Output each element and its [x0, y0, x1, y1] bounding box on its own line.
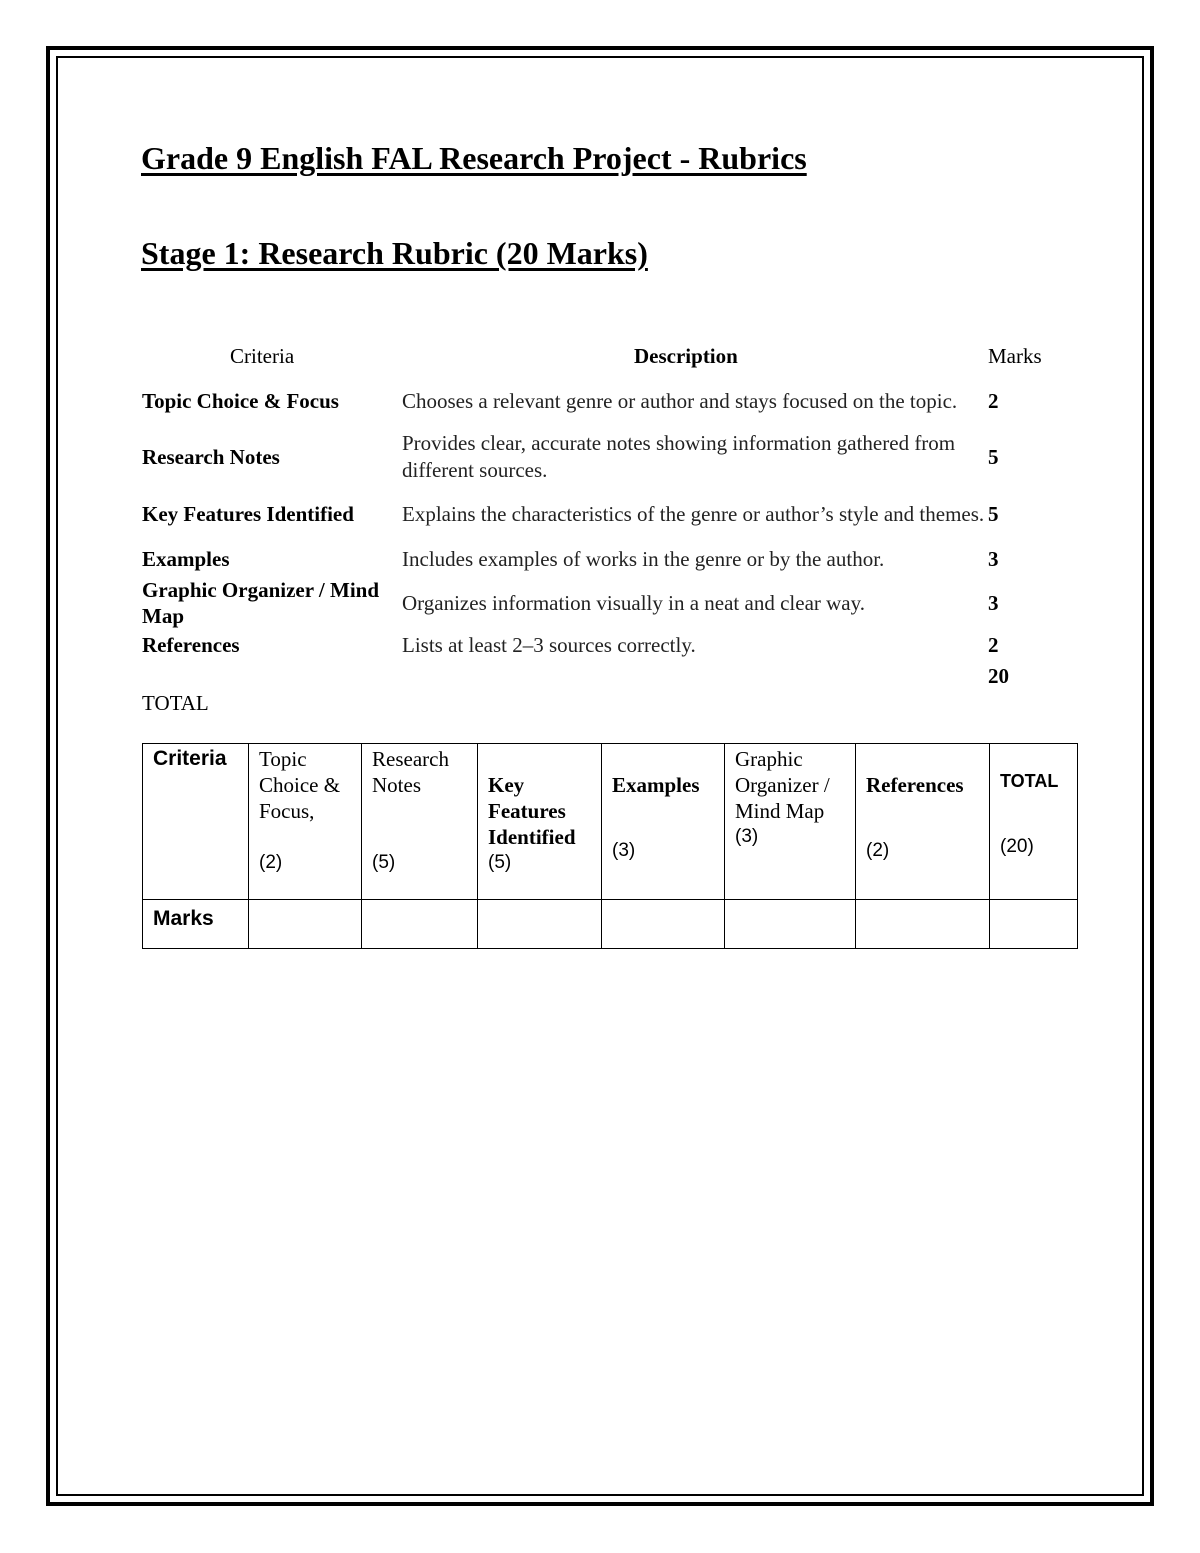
- column-label: Examples: [612, 773, 700, 797]
- column-points: (3): [735, 826, 759, 847]
- rubric-row-key-features: [142, 486, 1062, 542]
- stage-subtitle: Stage 1: Research Rubric (20 Marks): [141, 235, 648, 271]
- column-points: (5): [488, 852, 512, 873]
- column-label: TOTAL: [1000, 771, 1059, 791]
- rubric-criteria: Graphic Organizer / Mind Map: [142, 578, 380, 628]
- marks-cell-key-features[interactable]: [478, 900, 602, 949]
- document-title: Grade 9 English FAL Research Project - Rubrics: [141, 140, 807, 176]
- rubric-description: Organizes information visually in a neat and clear way.: [402, 590, 866, 615]
- rubric-row-graphic-organizer: [142, 575, 1062, 631]
- marks-table-col-examples: [602, 744, 725, 900]
- rubric-mark: 3: [988, 546, 999, 571]
- rubric-row-references: [142, 631, 1062, 659]
- rubric-criteria: Key Features Identified: [142, 502, 354, 526]
- rubric-mark: 3: [988, 590, 999, 615]
- rubric-header-marks: Marks: [988, 344, 1042, 368]
- marks-table-criteria-label: Criteria: [143, 744, 249, 900]
- rubric-criteria: Topic Choice & Focus: [142, 389, 339, 413]
- column-label: Topic Choice & Focus,: [259, 747, 341, 823]
- column-label: Key Features Identified: [488, 773, 576, 849]
- rubric-description: Provides clear, accurate notes showing information gathered from different sources.: [402, 431, 956, 482]
- marks-table: [142, 743, 1078, 949]
- rubric-description: Lists at least 2–3 sources correctly.: [402, 632, 696, 657]
- marks-table-col-total: [990, 744, 1078, 900]
- column-points: (2): [259, 852, 283, 873]
- rubric-mark: 5: [988, 501, 999, 526]
- marks-table-col-key-features: [478, 744, 602, 900]
- rubric-description: Chooses a relevant genre or author and stays focused on the topic.: [402, 388, 958, 413]
- column-points: (3): [612, 840, 636, 861]
- rubric-header-criteria: Criteria: [230, 344, 295, 368]
- rubric-total-value: 20: [988, 664, 1009, 688]
- column-points: (5): [372, 852, 396, 873]
- marks-table-marks-row: [143, 900, 1078, 949]
- rubric-mark: 2: [988, 632, 999, 657]
- rubric-header-description: Description: [634, 344, 738, 368]
- rubric-mark: 2: [988, 388, 999, 413]
- column-label: Research Notes: [372, 747, 449, 797]
- marks-cell-references[interactable]: [856, 900, 990, 949]
- rubric-total-label: TOTAL: [142, 691, 209, 715]
- column-label: Graphic Organizer / Mind Map: [735, 747, 830, 823]
- marks-cell-graphic-organizer[interactable]: [725, 900, 856, 949]
- column-points: (20): [1000, 836, 1034, 857]
- marks-table-col-references: [856, 744, 990, 900]
- marks-cell-total[interactable]: [990, 900, 1078, 949]
- rubric-mark: 5: [988, 444, 999, 469]
- rubric-criteria: References: [142, 633, 240, 657]
- rubric-criteria: Research Notes: [142, 445, 280, 469]
- marks-table-col-graphic-organizer: [725, 744, 856, 900]
- marks-table-col-research-notes: [362, 744, 478, 900]
- rubric-row-examples: [142, 544, 1062, 574]
- rubric-row-topic-choice: [142, 373, 1062, 429]
- marks-row-label: Marks: [143, 900, 249, 949]
- rubric-description: Explains the characteristics of the genre or author’s style and themes.: [402, 501, 985, 526]
- marks-table-header-row: [143, 744, 1078, 900]
- marks-cell-research-notes[interactable]: [362, 900, 478, 949]
- marks-cell-topic[interactable]: [249, 900, 362, 949]
- column-label: References: [866, 773, 964, 797]
- rubric-criteria: Examples: [142, 547, 230, 571]
- rubric-row-research-notes: [142, 429, 1062, 485]
- rubric-description: Includes examples of works in the genre or by the author.: [402, 546, 885, 571]
- marks-cell-examples[interactable]: [602, 900, 725, 949]
- marks-table-col-topic: [249, 744, 362, 900]
- column-points: (2): [866, 840, 890, 861]
